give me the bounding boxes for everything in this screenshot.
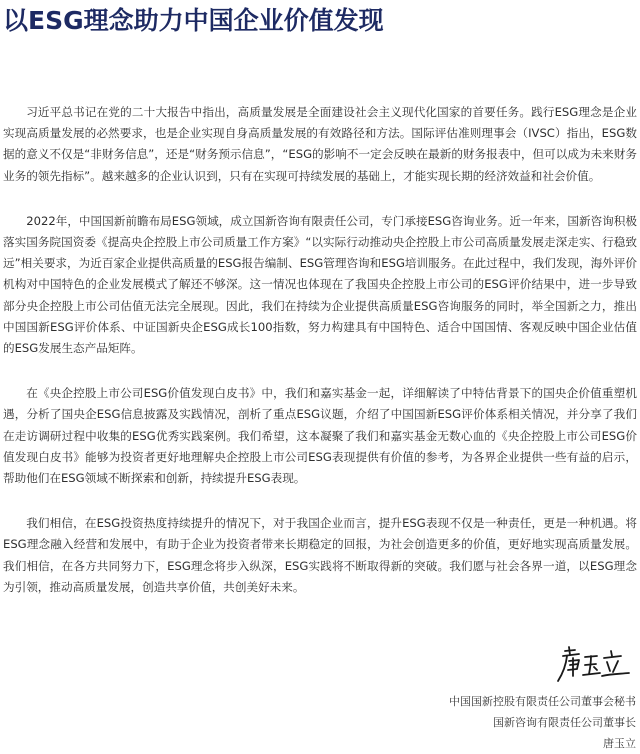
signer-title-1: 中国国新控股有限责任公司董事会秘书 [449, 695, 636, 708]
signer-name: 唐玉立 [603, 737, 636, 750]
paragraph-2: 2022年，中国国新前瞻布局ESG领域，成立国新咨询有限责任公司，专门承接ESG咨询业务。近一年来，国新咨询积极落实国务院国资委《提高央企控股上市公司质量工作方案》“以实际行动推动央企控股上市公司高质量发展走深走实、行稳致远”相关要求，为近百家企业提供高质量的ESG报告编制、ESG管理咨询和ESG培训服务。在此过程中，我们发现，海外评价机构对中国特色的企业发展模式了解还不够深。这一情况也体现在了我国央企控股上市公司的ESG评价结果中，进一步导致部分央企控股上市公司估值无法完全展现。因此，我们在持续为企业提供高质量ESG咨询服务的同时，举全国新之力，推出中国国新ESG评价体系、中证国新央企ESG成长100指数，努力构建具有中国特色、适合中国国情、客观反映中国企业估值的ESG发展生态产品矩阵。 [3, 213, 637, 356]
signature-block [449, 691, 636, 754]
paragraph-3: 在《央企控股上市公司ESG价值发现白皮书》中，我们和嘉实基金一起，详细解读了中特估背景下的国央企价值重塑机遇，分析了国央企ESG信息披露及实践情况，剖析了重点ESG议题，介绍了中国国新ESG评价体系相关情况，并分享了我们在走访调研过程中收集的ESG优秀实践案例。我们希望，这本凝聚了我们和嘉实基金无数心血的《央企控股上市公司ESG价值发现白皮书》能够为投资者更好地理解央企控股上市公司ESG表现提供有价值的参考，为各界企业提供一些有益的启示，帮助他们在ESG领域不断探索和创新，持续提升ESG表现。 [3, 386, 637, 486]
paragraph-1: 习近平总书记在党的二十大报告中指出，高质量发展是全面建设社会主义现代化国家的首要任务。践行ESG理念是企业实现高质量发展的必然要求，也是企业实现自身高质量发展的有效路径和方法。国际评估准则理事会（IVSC）指出，ESG数据的意义不仅是“非财务信息”，还是“财务预示信息”，“ESG的影响不一定会反映在最新的财务报表中，但可以成为未来财务业务的领先指标”。越来越多的企业认识到，只有在实现可持续发展的基础上，才能实现长期的经济效益和社会价值。 [3, 105, 637, 183]
handwritten-signature [555, 643, 633, 687]
page-title: 以ESG理念助力中国企业价值发现 [3, 6, 384, 35]
body-text [3, 102, 637, 622]
signer-title-2: 国新咨询有限责任公司董事长 [493, 716, 636, 729]
paragraph-4: 我们相信，在ESG投资热度持续提升的情况下，对于我国企业而言，提升ESG表现不仅是一种责任，更是一种机遇。将ESG理念融入经营和发展中，有助于企业为投资者带来长期稳定的回报，为社会创造更多的价值，更好地实现高质量发展。我们相信，在各方共同努力下，ESG理念将步入纵深，ESG实践将不断取得新的突破。我们愿与社会各界一道，以ESG理念为引领，推动高质量发展，创造共享价值，共创美好未来。 [3, 516, 637, 594]
